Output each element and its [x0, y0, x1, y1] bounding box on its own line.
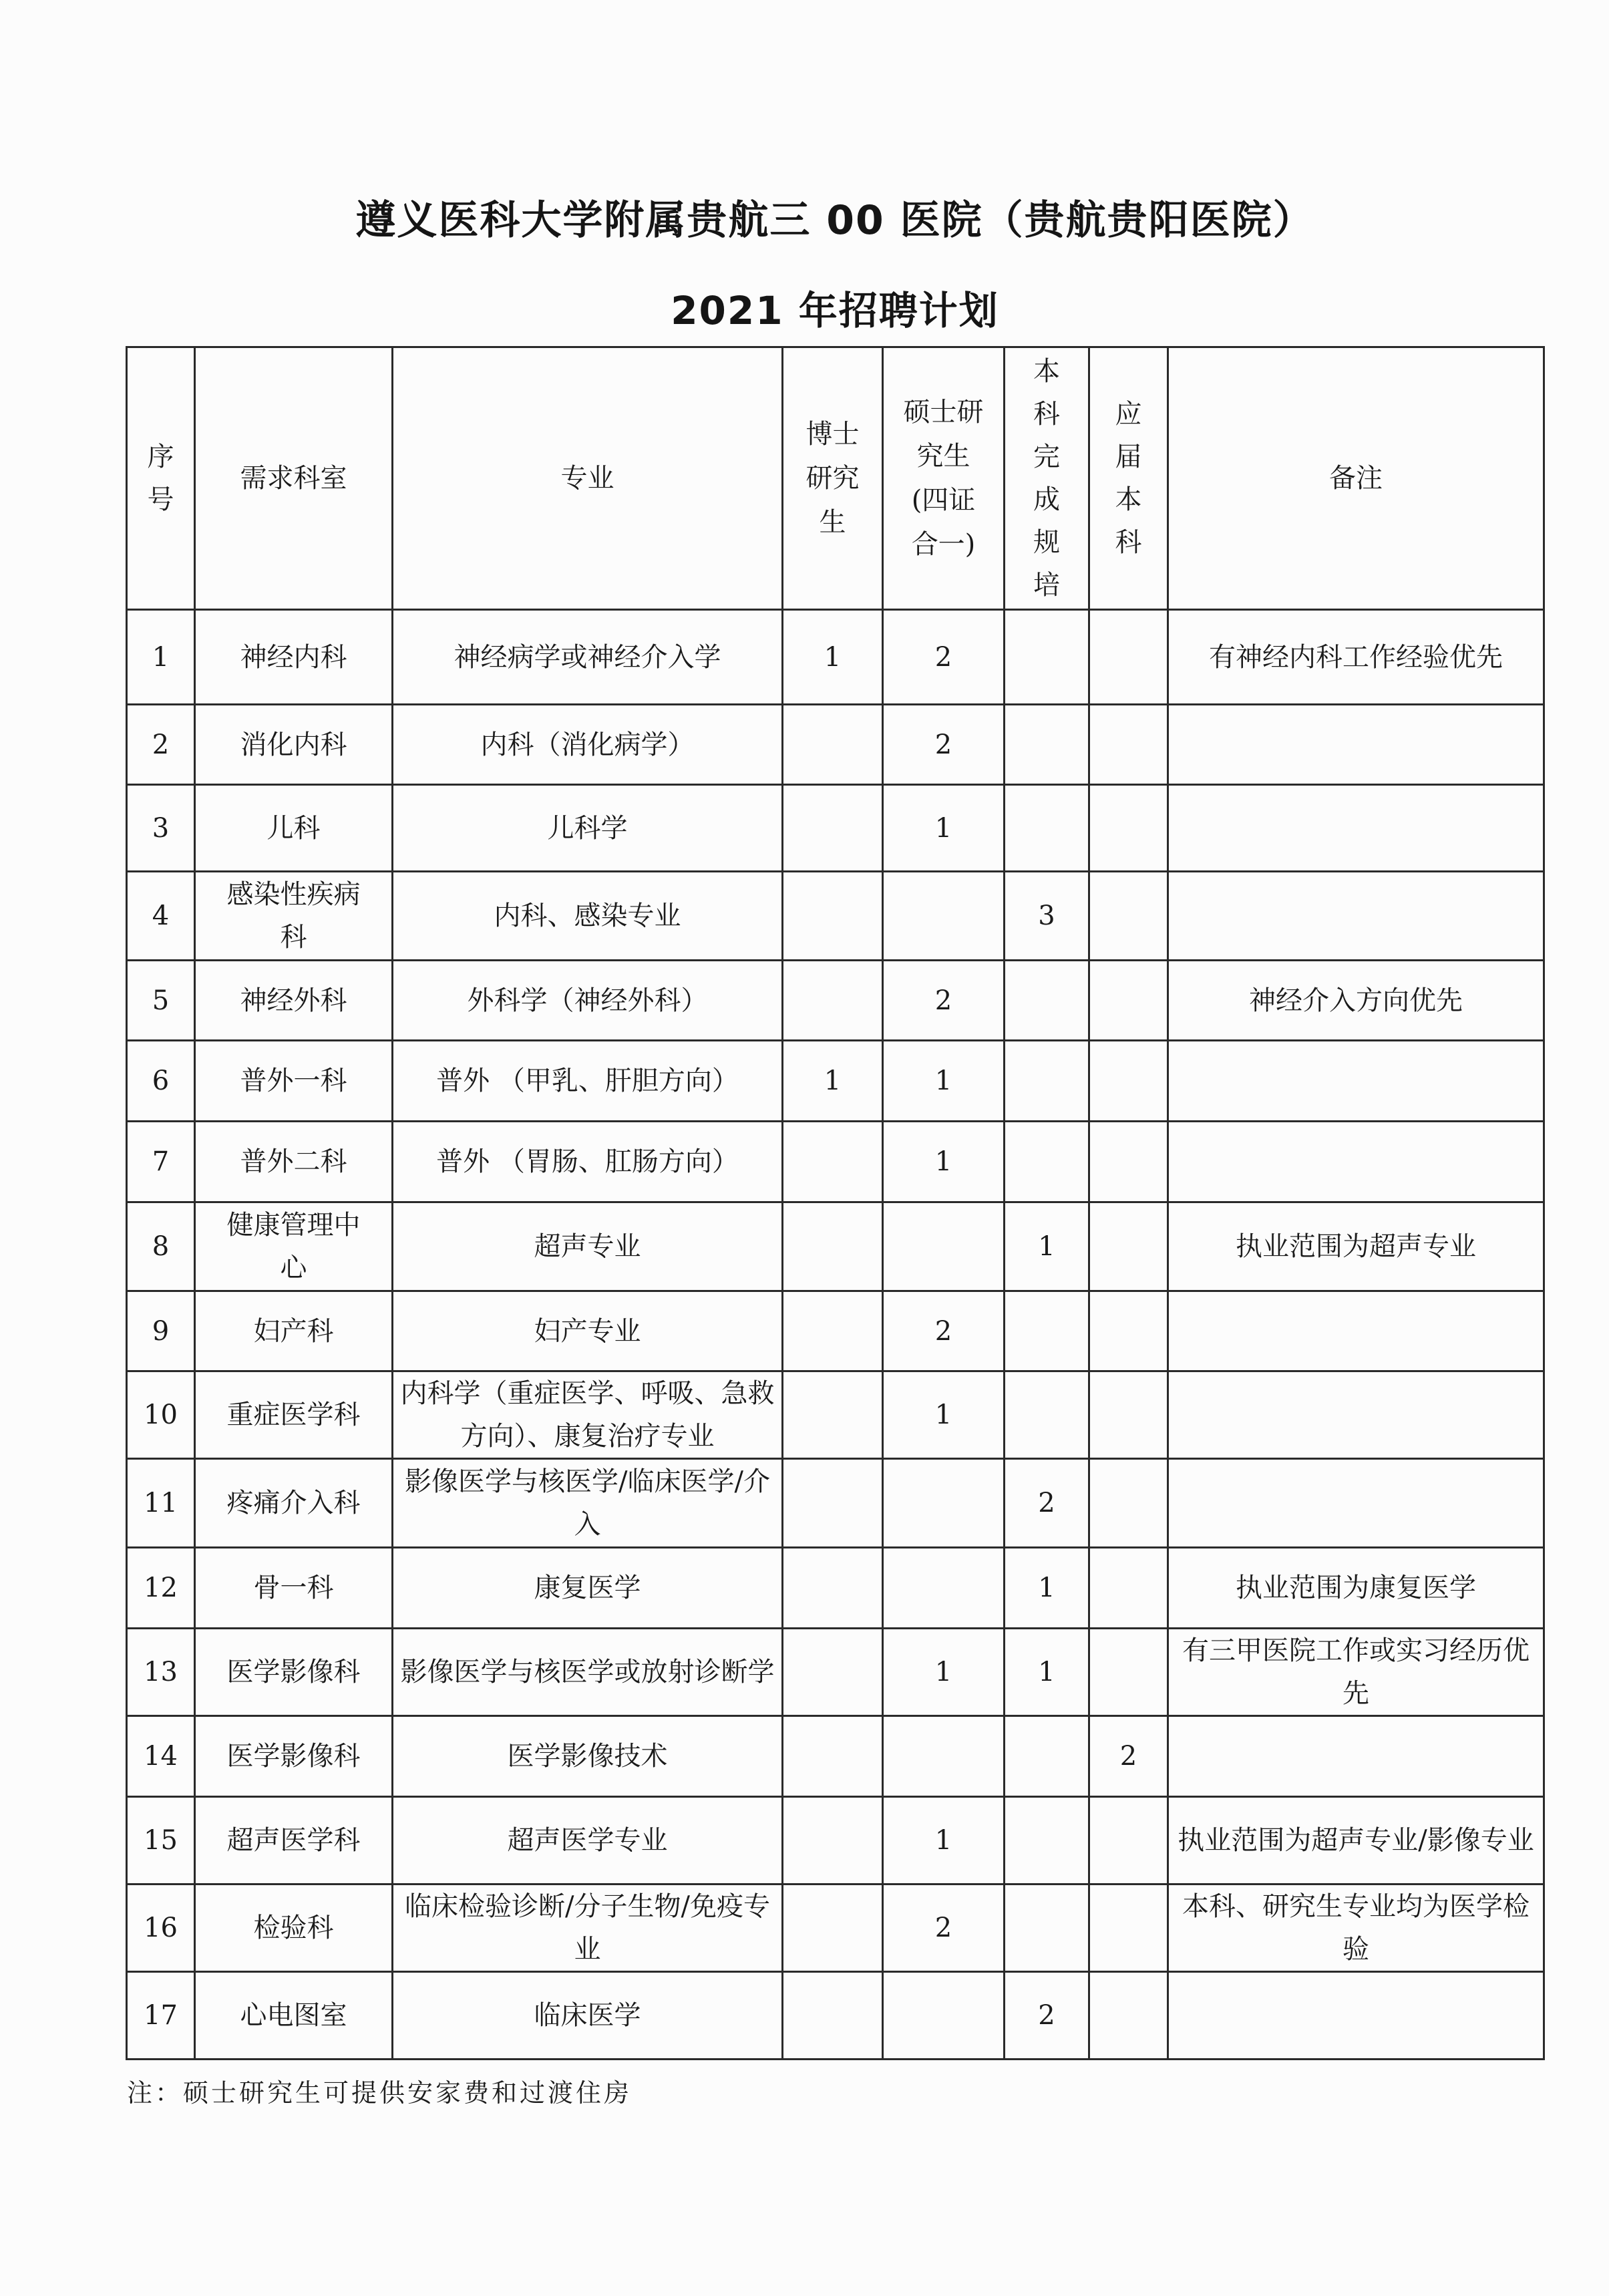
cell-remark — [1168, 872, 1544, 961]
cell-dept: 普外二科 — [195, 1122, 393, 1202]
cell-fresh-bachelor — [1089, 1202, 1168, 1291]
cell-seq: 3 — [127, 785, 195, 872]
recruitment-table — [126, 346, 1545, 2060]
cell-master: 2 — [883, 610, 1005, 705]
cell-seq: 16 — [127, 1884, 195, 1972]
cell-seq: 15 — [127, 1797, 195, 1884]
cell-seq: 6 — [127, 1041, 195, 1122]
table-row — [127, 872, 1544, 961]
cell-fresh-bachelor — [1089, 1041, 1168, 1122]
cell-dept: 疼痛介入科 — [195, 1459, 393, 1548]
header-seq: 序号 — [127, 347, 195, 610]
cell-bachelor-trained — [1005, 610, 1089, 705]
footnote: 注：硕士研究生可提供安家费和过渡住房 — [127, 2078, 633, 2108]
document-title: 遵义医科大学附属贵航三 00 医院（贵航贵阳医院） — [355, 197, 1314, 244]
cell-major: 普外 （甲乳、肝胆方向） — [393, 1041, 783, 1122]
header-bachelor-trained: 本科完成规培 — [1005, 347, 1089, 610]
cell-phd — [783, 1716, 883, 1797]
cell-remark: 执业范围为康复医学 — [1168, 1548, 1544, 1629]
header-major: 专业 — [393, 347, 783, 610]
cell-fresh-bachelor — [1089, 1629, 1168, 1716]
cell-remark: 本科、研究生专业均为医学检验 — [1168, 1884, 1544, 1972]
cell-remark — [1168, 705, 1544, 785]
cell-fresh-bachelor — [1089, 1972, 1168, 2060]
cell-phd — [783, 1291, 883, 1371]
cell-seq: 9 — [127, 1291, 195, 1371]
cell-major: 临床医学 — [393, 1972, 783, 2060]
cell-bachelor-trained: 3 — [1005, 872, 1089, 961]
table-row — [127, 1459, 1544, 1548]
cell-seq: 17 — [127, 1972, 195, 2060]
cell-phd — [783, 961, 883, 1041]
cell-dept: 妇产科 — [195, 1291, 393, 1371]
cell-fresh-bachelor — [1089, 1548, 1168, 1629]
table-header-row — [127, 347, 1544, 610]
cell-phd — [783, 1202, 883, 1291]
cell-remark: 执业范围为超声专业 — [1168, 1202, 1544, 1291]
cell-fresh-bachelor — [1089, 1371, 1168, 1459]
header-master: 硕士研究生(四证合一) — [883, 347, 1005, 610]
table-row — [127, 1797, 1544, 1884]
cell-bachelor-trained — [1005, 1797, 1089, 1884]
cell-seq: 12 — [127, 1548, 195, 1629]
cell-master: 2 — [883, 1291, 1005, 1371]
cell-dept: 感染性疾病科 — [195, 872, 393, 961]
cell-master — [883, 1972, 1005, 2060]
cell-dept: 医学影像科 — [195, 1629, 393, 1716]
cell-phd — [783, 1122, 883, 1202]
cell-phd — [783, 1884, 883, 1972]
cell-major: 妇产专业 — [393, 1291, 783, 1371]
cell-bachelor-trained — [1005, 1291, 1089, 1371]
cell-bachelor-trained — [1005, 961, 1089, 1041]
cell-remark — [1168, 1371, 1544, 1459]
cell-fresh-bachelor — [1089, 1797, 1168, 1884]
cell-fresh-bachelor — [1089, 705, 1168, 785]
cell-major: 内科（消化病学） — [393, 705, 783, 785]
cell-major: 康复医学 — [393, 1548, 783, 1629]
cell-phd: 1 — [783, 610, 883, 705]
cell-master — [883, 1202, 1005, 1291]
cell-seq: 2 — [127, 705, 195, 785]
cell-seq: 4 — [127, 872, 195, 961]
cell-remark: 有三甲医院工作或实习经历优先 — [1168, 1629, 1544, 1716]
cell-dept: 健康管理中心 — [195, 1202, 393, 1291]
cell-dept: 普外一科 — [195, 1041, 393, 1122]
header-phd: 博士研究生 — [783, 347, 883, 610]
cell-major: 超声专业 — [393, 1202, 783, 1291]
cell-major: 内科学（重症医学、呼吸、急救方向）、康复治疗专业 — [393, 1371, 783, 1459]
table-row — [127, 1291, 1544, 1371]
table-row — [127, 1629, 1544, 1716]
cell-phd — [783, 1371, 883, 1459]
table-row — [127, 1371, 1544, 1459]
cell-master: 1 — [883, 1122, 1005, 1202]
cell-dept: 医学影像科 — [195, 1716, 393, 1797]
cell-master: 1 — [883, 1797, 1005, 1884]
cell-major: 临床检验诊断/分子生物/免疫专业 — [393, 1884, 783, 1972]
table-body — [127, 610, 1544, 2060]
cell-bachelor-trained: 1 — [1005, 1548, 1089, 1629]
cell-seq: 1 — [127, 610, 195, 705]
cell-fresh-bachelor — [1089, 1459, 1168, 1548]
cell-seq: 5 — [127, 961, 195, 1041]
cell-seq: 14 — [127, 1716, 195, 1797]
cell-fresh-bachelor — [1089, 1291, 1168, 1371]
cell-seq: 13 — [127, 1629, 195, 1716]
table-row — [127, 1548, 1544, 1629]
cell-phd — [783, 872, 883, 961]
header-remark: 备注 — [1168, 347, 1544, 610]
table-row — [127, 1716, 1544, 1797]
cell-master: 1 — [883, 1041, 1005, 1122]
cell-phd — [783, 705, 883, 785]
cell-master: 2 — [883, 961, 1005, 1041]
cell-major: 普外 （胃肠、肛肠方向） — [393, 1122, 783, 1202]
cell-dept: 重症医学科 — [195, 1371, 393, 1459]
cell-seq: 8 — [127, 1202, 195, 1291]
cell-seq: 11 — [127, 1459, 195, 1548]
cell-master: 1 — [883, 1371, 1005, 1459]
header-fresh-bachelor: 应届本科 — [1089, 347, 1168, 610]
cell-major: 医学影像技术 — [393, 1716, 783, 1797]
cell-master: 2 — [883, 1884, 1005, 1972]
cell-major: 影像医学与核医学/临床医学/介入 — [393, 1459, 783, 1548]
table-row — [127, 1884, 1544, 1972]
cell-fresh-bachelor — [1089, 872, 1168, 961]
cell-bachelor-trained: 2 — [1005, 1459, 1089, 1548]
cell-remark — [1168, 785, 1544, 872]
cell-master: 2 — [883, 705, 1005, 785]
cell-remark — [1168, 1459, 1544, 1548]
table-row — [127, 610, 1544, 705]
cell-dept: 骨一科 — [195, 1548, 393, 1629]
cell-seq: 10 — [127, 1371, 195, 1459]
cell-remark — [1168, 1291, 1544, 1371]
cell-bachelor-trained: 1 — [1005, 1629, 1089, 1716]
cell-master: 1 — [883, 785, 1005, 872]
table-row — [127, 785, 1544, 872]
cell-phd — [783, 1972, 883, 2060]
cell-fresh-bachelor — [1089, 1884, 1168, 1972]
cell-dept: 心电图室 — [195, 1972, 393, 2060]
table-row — [127, 1041, 1544, 1122]
cell-remark: 执业范围为超声专业/影像专业 — [1168, 1797, 1544, 1884]
header-dept: 需求科室 — [195, 347, 393, 610]
cell-bachelor-trained — [1005, 1371, 1089, 1459]
cell-remark — [1168, 1122, 1544, 1202]
cell-master — [883, 1548, 1005, 1629]
cell-major: 外科学（神经外科） — [393, 961, 783, 1041]
cell-major: 儿科学 — [393, 785, 783, 872]
cell-fresh-bachelor — [1089, 785, 1168, 872]
cell-major: 超声医学专业 — [393, 1797, 783, 1884]
cell-master — [883, 872, 1005, 961]
cell-dept: 神经外科 — [195, 961, 393, 1041]
cell-phd — [783, 785, 883, 872]
cell-phd — [783, 1548, 883, 1629]
cell-phd — [783, 1459, 883, 1548]
cell-dept: 检验科 — [195, 1884, 393, 1972]
cell-remark — [1168, 1972, 1544, 2060]
cell-remark: 神经介入方向优先 — [1168, 961, 1544, 1041]
cell-fresh-bachelor — [1089, 610, 1168, 705]
cell-bachelor-trained — [1005, 785, 1089, 872]
cell-fresh-bachelor: 2 — [1089, 1716, 1168, 1797]
cell-bachelor-trained — [1005, 705, 1089, 785]
cell-master — [883, 1459, 1005, 1548]
cell-major: 神经病学或神经介入学 — [393, 610, 783, 705]
cell-dept: 超声医学科 — [195, 1797, 393, 1884]
table-row — [127, 1972, 1544, 2060]
cell-dept: 儿科 — [195, 785, 393, 872]
cell-master: 1 — [883, 1629, 1005, 1716]
cell-fresh-bachelor — [1089, 961, 1168, 1041]
cell-phd — [783, 1797, 883, 1884]
cell-dept: 神经内科 — [195, 610, 393, 705]
cell-bachelor-trained — [1005, 1041, 1089, 1122]
cell-master — [883, 1716, 1005, 1797]
table-row — [127, 705, 1544, 785]
cell-bachelor-trained: 1 — [1005, 1202, 1089, 1291]
cell-bachelor-trained — [1005, 1884, 1089, 1972]
cell-seq: 7 — [127, 1122, 195, 1202]
cell-phd — [783, 1629, 883, 1716]
cell-remark: 有神经内科工作经验优先 — [1168, 610, 1544, 705]
cell-remark — [1168, 1041, 1544, 1122]
table-row — [127, 1202, 1544, 1291]
cell-remark — [1168, 1716, 1544, 1797]
cell-major: 影像医学与核医学或放射诊断学 — [393, 1629, 783, 1716]
document-subtitle: 2021 年招聘计划 — [671, 288, 999, 333]
cell-bachelor-trained — [1005, 1716, 1089, 1797]
cell-dept: 消化内科 — [195, 705, 393, 785]
cell-phd: 1 — [783, 1041, 883, 1122]
cell-fresh-bachelor — [1089, 1122, 1168, 1202]
cell-bachelor-trained — [1005, 1122, 1089, 1202]
cell-bachelor-trained: 2 — [1005, 1972, 1089, 2060]
table-row — [127, 961, 1544, 1041]
cell-major: 内科、感染专业 — [393, 872, 783, 961]
table-row — [127, 1122, 1544, 1202]
